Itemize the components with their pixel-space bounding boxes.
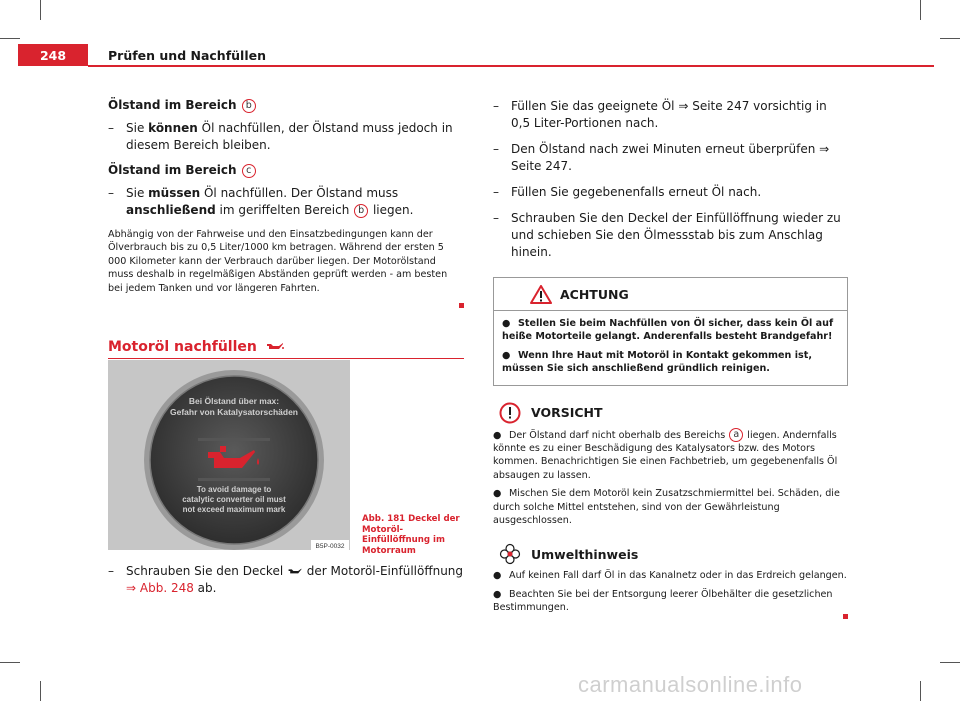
cap-text-bot-3: not exceed maximum mark	[182, 505, 286, 514]
figure-caption: Abb. 181 Deckel der Motoröl-Einfüllöffnung im Motorraum	[362, 514, 460, 556]
marker-b: b	[242, 99, 256, 113]
left-step	[108, 563, 464, 606]
warning-title: ACHTUNG	[560, 287, 629, 302]
environment-header	[499, 543, 848, 565]
exclamation-circle-icon	[499, 402, 521, 424]
page-title: Prüfen und Nachfüllen	[108, 48, 266, 63]
caution-section	[493, 402, 848, 528]
environment-section	[493, 543, 848, 621]
crop-mark	[0, 662, 20, 663]
figure-code: B5P-0032	[315, 543, 345, 550]
figure-link[interactable]: ⇒ Abb. 248	[126, 581, 194, 595]
section-header	[108, 339, 464, 355]
caution-body	[493, 428, 848, 528]
bullet-item: ● Wenn Ihre Haut mit Motoröl in Kontakt gekommen ist, müssen Sie sich anschließend gründlich reinigen.	[502, 349, 812, 375]
right-column	[493, 98, 848, 622]
dash-item: – Sie müssen Öl nachfüllen. Der Ölstand muss anschließend im geriffelten Bereich b liegen.	[108, 185, 464, 219]
watermark: carmanualsonline.info	[578, 672, 803, 697]
end-marker	[459, 303, 464, 308]
marker-c: c	[242, 164, 256, 178]
warning-header	[494, 278, 847, 311]
dash-item: – Den Ölstand nach zwei Minuten erneut überprüfen ⇒ Seite 247.	[493, 141, 848, 175]
left-column	[108, 98, 464, 359]
dash-item: – Schrauben Sie den Deckel der Einfüllöffnung wieder zu und schieben Sie den Ölmessstab bis zum Anschlag hinein.	[493, 210, 848, 261]
heading-level-c: Ölstand im Bereich c	[108, 163, 464, 178]
consumption-note: Abhängig von der Fahrweise und den Einsatzbedingungen kann der Ölverbrauch bis zu 0,5 Liter/1000 km betragen. Während der ersten 5 000 Kilometer kann der Verbrauch darüber liegen. Der Motorölstand muss deshalb in regelmäßigen Abständen geprüft werden - am besten bei jedem Tanken und vor längeren Fahrten.	[108, 229, 448, 294]
crop-mark	[0, 38, 20, 39]
cap-text-top-1: Bei Ölstand über max:	[188, 396, 280, 406]
oil-cap-figure	[108, 360, 350, 550]
header-rule	[88, 65, 934, 67]
oil-cap-illustration	[108, 360, 350, 550]
crop-mark	[940, 662, 960, 663]
crop-mark	[920, 0, 921, 20]
cap-text-bot-2: catalytic converter oil must	[182, 495, 286, 504]
environment-title: Umwelthinweis	[531, 546, 639, 562]
caution-title: VORSICHT	[531, 405, 603, 421]
oil-can-icon	[265, 340, 285, 352]
crop-mark	[940, 38, 960, 39]
crop-mark	[920, 681, 921, 701]
cap-text-bot-1: To avoid damage to	[196, 485, 272, 494]
bullet-item: ● Stellen Sie beim Nachfüllen von Öl sicher, dass kein Öl auf heiße Motorteile gelangt. Anderenfalls besteht Brandgefahr!	[502, 318, 834, 343]
heading-level-b: Ölstand im Bereich b	[108, 98, 464, 113]
marker-b: b	[354, 204, 368, 218]
dash-item: – Füllen Sie das geeignete Öl ⇒ Seite 247 vorsichtig in 0,5 Liter-Portionen nach.	[493, 98, 848, 132]
caution-header	[499, 402, 848, 424]
dash-item: – Sie können Öl nachfüllen, der Ölstand muss jedoch in diesem Bereich bleiben.	[108, 120, 464, 154]
cap-text-top-2: Gefahr von Katalysatorschäden	[169, 407, 299, 417]
bullet-item: ● Der Ölstand darf nicht oberhalb des Bereichs a liegen. Andernfalls könnte es zu einer Beschädigung des Katalysators bzw. des Motors kommen. Benachrichtigen Sie einen Fachbetrieb, um gegebenenfalls Öl absaugen zu lassen.	[493, 428, 838, 481]
warning-triangle-icon	[530, 285, 552, 304]
oil-can-icon	[287, 566, 303, 576]
crop-mark	[40, 681, 41, 701]
bullet-item: ● Beachten Sie bei der Entsorgung leerer Ölbehälter die gesetzlichen Bestimmungen.	[493, 588, 833, 614]
flower-icon	[499, 543, 521, 565]
page-number: 248	[18, 44, 88, 66]
section-title: Motoröl nachfüllen	[108, 339, 257, 356]
warning-box	[493, 277, 848, 386]
marker-a: a	[729, 428, 743, 442]
warning-body	[494, 311, 847, 385]
dash-item: – Füllen Sie gegebenenfalls erneut Öl nach.	[493, 184, 848, 201]
crop-mark	[40, 0, 41, 20]
dash-item: – Schrauben Sie den Deckel der Motoröl-Einfüllöffnung ⇒ Abb. 248 ab.	[108, 563, 464, 597]
bullet-item: ● Auf keinen Fall darf Öl in das Kanalnetz oder in das Erdreich gelangen.	[493, 570, 847, 582]
bullet-item: ● Mischen Sie dem Motoröl kein Zusatzschmiermittel bei. Schäden, die durch solche Mittel entstehen, sind von der Gewährleistung ausgeschlossen.	[493, 488, 840, 527]
section-rule	[108, 358, 464, 359]
end-marker	[843, 614, 848, 619]
